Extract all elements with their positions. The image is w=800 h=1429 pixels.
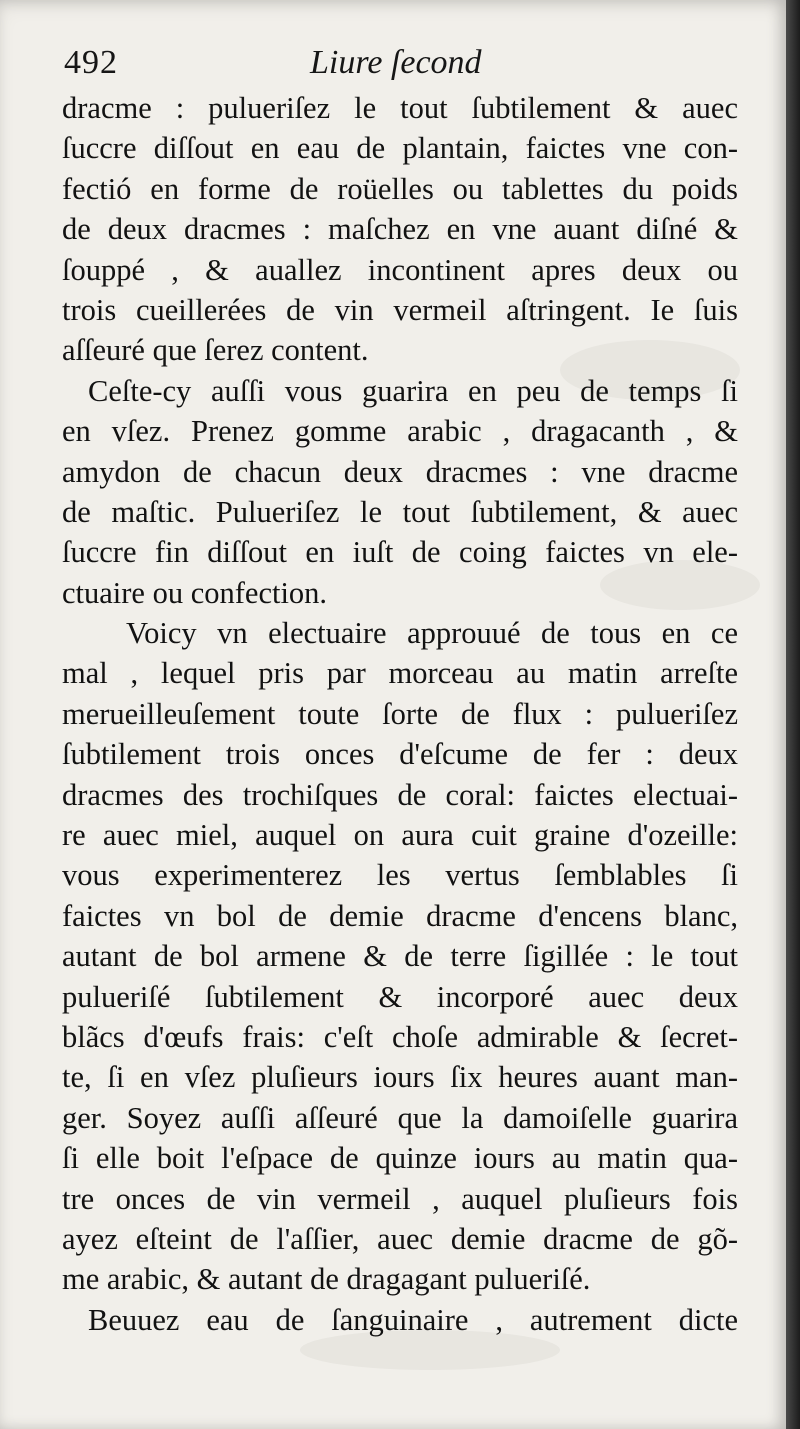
text-line: Beuuez eau de ſanguinaire , autrement dicte — [88, 1302, 738, 1337]
text-line: en vſez. Prenez gomme arabic , dragacanth , & — [62, 414, 738, 449]
text-line: ſi elle boit l'eſpace de quinze iours au matin qua- — [62, 1141, 738, 1176]
text-line: dracmes des trochiſques de coral: faictes electuai- — [62, 777, 738, 812]
text-line: Ceſte-cy auſſi vous guarira en peu de temps ſi — [88, 373, 738, 408]
text-line: trois cueillerées de vin vermeil aſtringent. Ie ſuis — [62, 292, 738, 327]
text-line: faictes vn bol de demie dracme d'encens blanc, — [62, 898, 738, 933]
text-line: de deux dracmes : maſchez en vne auant diſné & — [62, 212, 738, 247]
text-line: ſubtilement trois onces d'eſcume de fer : deux — [62, 737, 738, 772]
text-line: ger. Soyez auſſi aſſeuré que la damoiſelle guarira — [62, 1100, 738, 1135]
text-line: re auec miel, auquel on aura cuit graine d'ozeille: — [62, 818, 738, 853]
page-number: 492 — [64, 44, 118, 81]
text-line: ctuaire ou confection. — [62, 575, 328, 610]
text-line: merueilleuſement toute ſorte de flux : pulueriſez — [62, 696, 738, 731]
text-line: pulueriſé ſubtilement & incorporé auec deux — [62, 979, 738, 1014]
text-line: mal , lequel pris par morceau au matin arreſte — [62, 656, 738, 691]
text-line: blãcs d'œufs frais: c'eſt choſe admirable & ſecret- — [62, 1019, 738, 1054]
text-line: aſſeuré que ſerez content. — [62, 333, 369, 368]
text-line: me arabic, & autant de dragagant pulueriſé. — [62, 1262, 591, 1297]
text-line: dracme : pulueriſez le tout ſubtilement & auec — [62, 91, 738, 125]
running-head: Liure ſecond — [310, 44, 482, 81]
text-line: vous experimenterez les vertus ſemblables ſi — [62, 858, 738, 893]
text-line: te, ſi en vſez pluſieurs iours ſix heures auant man- — [62, 1060, 738, 1095]
book-gutter-shadow — [786, 0, 800, 1429]
text-line: amydon de chacun deux dracmes : vne dracme — [62, 454, 738, 489]
text-line: ſuccre diſſout en eau de plantain, faictes vne con- — [62, 131, 738, 166]
text-line: Voicy vn electuaire approuué de tous en ce — [126, 616, 738, 651]
text-line: de maſtic. Pulueriſez le tout ſubtilement, & auec — [62, 494, 738, 529]
body-text — [62, 88, 738, 1340]
text-line: ayez eſteint de l'aſſier, auec demie dracme de gõ- — [62, 1221, 738, 1256]
page-header — [60, 44, 740, 84]
text-line: autant de bol armene & de terre ſigillée : le tout — [62, 939, 738, 974]
text-line: ſouppé , & auallez incontinent apres deux ou — [62, 252, 738, 287]
text-line: fectió en forme de roüelles ou tablettes du poids — [62, 171, 738, 206]
text-line: ſuccre fin diſſout en iuſt de coing faictes vn ele- — [62, 535, 738, 570]
text-line: tre onces de vin vermeil , auquel pluſieurs fois — [62, 1181, 738, 1216]
